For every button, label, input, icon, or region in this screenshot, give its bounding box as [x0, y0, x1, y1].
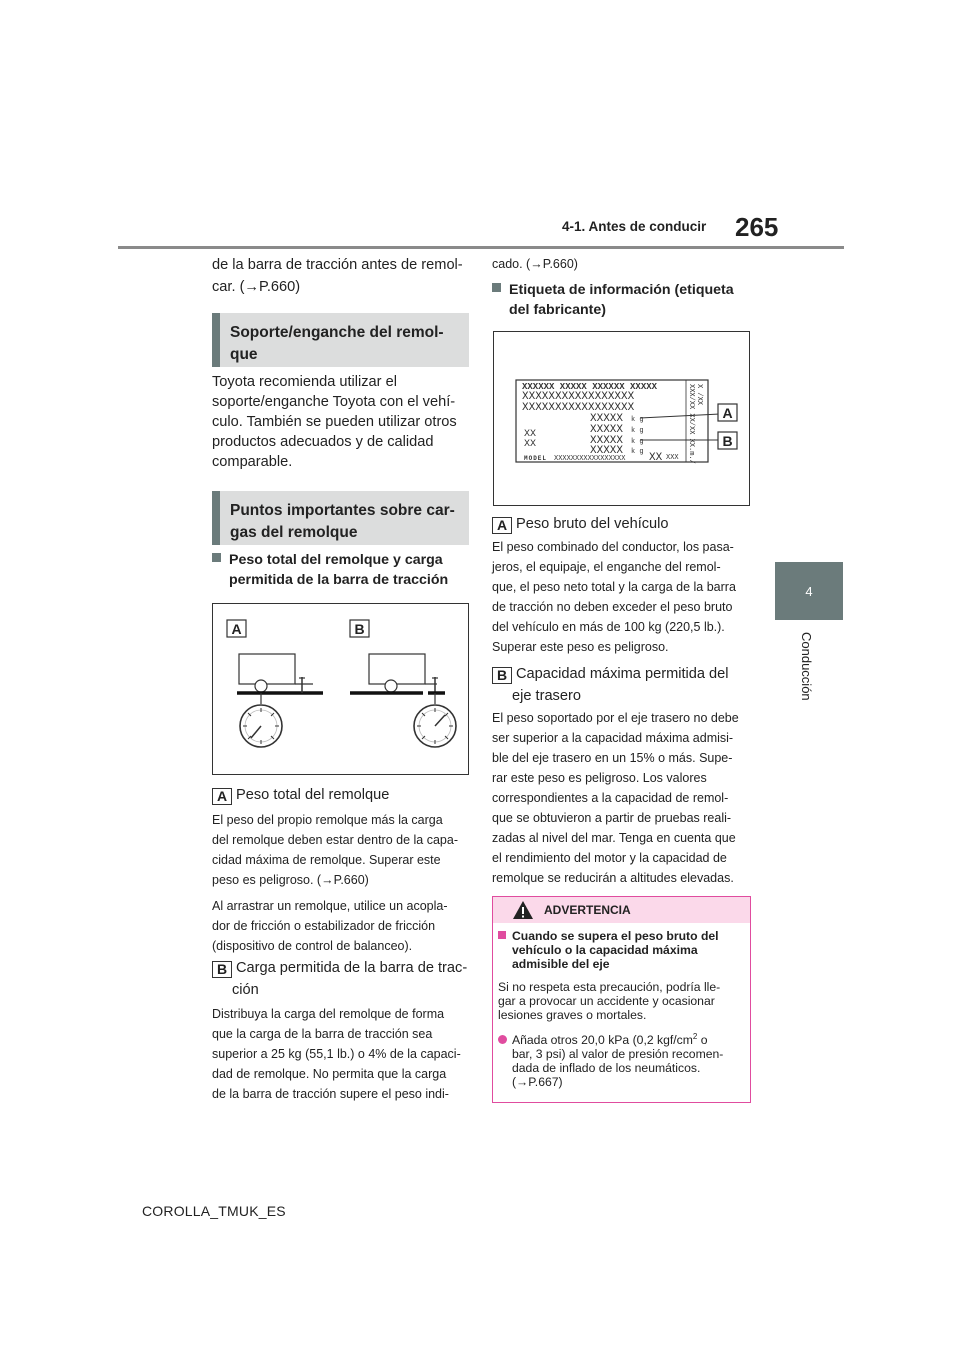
text-line: El peso combinado del conductor, los pasa-	[492, 540, 734, 554]
heading-line: Soporte/enganche del remol-	[230, 324, 444, 341]
subheading-line: del fabricante)	[509, 302, 606, 318]
text-line: rar este peso es peligroso. Los valores	[492, 771, 707, 785]
text-line: remolque se reducirán a altitudes elevadas.	[492, 871, 734, 885]
heading-line: que	[230, 346, 258, 363]
heading-line: gas del remolque	[230, 524, 358, 541]
right-item-a-title	[492, 514, 754, 534]
section-title: 4-1. Antes de conducir	[562, 219, 707, 234]
heading-line: Puntos importantes sobre car-	[230, 502, 455, 519]
label-row: XXXXXXXXXXXXXXXXX	[522, 391, 635, 403]
text-line: de la barra de tracción antes de remol-	[212, 257, 463, 273]
text-line: Distribuya la carga del remolque de forma	[212, 1007, 445, 1021]
right-item-b-body	[492, 708, 754, 888]
label-b-icon: B	[212, 961, 232, 978]
subheading-line: permitida de la barra de tracción	[229, 572, 449, 588]
kg-unit: k g	[631, 427, 644, 435]
document-footer: COROLLA_TMUK_ES	[142, 1203, 286, 1219]
trailer-scales-illustration	[213, 604, 468, 774]
text-line: gar a provocar un accidente y ocasionar	[498, 994, 715, 1008]
text-line: cidad máxima de remolque. Superar este	[212, 853, 441, 867]
item-title-text: Capacidad máxima permitida del	[516, 666, 729, 682]
item-a-body	[212, 810, 474, 956]
warning-bullet	[498, 1030, 746, 1089]
text-line: El peso soportado por el eje trasero no debe	[492, 711, 739, 725]
label-a-icon: A	[212, 788, 232, 805]
manufacturer-label-figure	[493, 331, 750, 506]
tongue-on-scale-b	[350, 654, 456, 747]
text-line: Toyota recomienda utilizar el	[212, 374, 397, 390]
intro-text	[212, 255, 474, 297]
warning-body	[498, 980, 746, 1022]
text-line: o	[697, 1033, 708, 1048]
subheading-info-label	[492, 280, 754, 320]
label-model: MODEL	[524, 455, 548, 462]
text-line: ble del eje trasero en un 15% o más. Supe-	[492, 751, 733, 765]
text-line: superior a 25 kg (55,1 lb.) o 4% de la capaci-	[212, 1047, 461, 1061]
text-line: de la barra de tracción supere el peso indi-	[212, 1087, 449, 1101]
text-line: dada de inflado de los neumáticos.	[512, 1061, 701, 1076]
item-title-text: Carga permitida de la barra de trac-	[236, 960, 468, 976]
item-b-title	[212, 958, 474, 1000]
square-bullet-icon	[492, 283, 501, 292]
page-number: 265	[735, 212, 779, 242]
subheading-line: Etiqueta de información (etiqueta	[509, 282, 734, 298]
trailer-weight-figure	[212, 603, 469, 775]
label-vertical-text: X /XX	[695, 384, 703, 406]
right-intro: cado. (→P.660)	[492, 257, 578, 271]
label-row: XXXXX	[590, 424, 624, 436]
label-vertical-text: XXX/XX XX/XX XX.m./	[687, 384, 695, 464]
text-line: del vehículo en más de 100 kg (220,5 lb.).	[492, 620, 725, 634]
right-item-b-title	[492, 664, 754, 706]
label-row: XXXXX	[590, 413, 624, 425]
text-line: car. (→P.660)	[212, 279, 301, 295]
text-line: Superar este peso es peligroso.	[492, 640, 669, 654]
warning-triangle-icon	[512, 900, 534, 920]
section-heading-loads	[212, 491, 469, 545]
label-xx: XX	[524, 429, 537, 440]
text-line: dor de fricción o estabilizador de fricción	[212, 919, 436, 933]
text-line: peso es peligroso. (→P.660)	[212, 873, 369, 887]
info-label-illustration	[494, 332, 749, 505]
square-bullet-icon	[212, 553, 221, 562]
callout-b: B	[722, 433, 733, 449]
label-row: XXXXXXXXXXXXXXXXX	[522, 402, 635, 414]
kg-unit: k g	[631, 448, 644, 456]
kg-unit: k g	[631, 416, 644, 424]
trailer-on-scale-a	[237, 654, 323, 747]
text-line: Añada otros 20,0 kPa (0,2 kgf/cm	[512, 1033, 693, 1048]
item-title-text: ción	[232, 982, 259, 998]
label-model-xx: XX	[649, 452, 663, 464]
label-model-tail: XXX	[666, 454, 679, 462]
text-line: que se obtuvieron a partir de pruebas reali-	[492, 811, 732, 825]
label-row: XXXXX	[590, 435, 624, 447]
text-line: jeros, el equipaje, el enganche del remol-	[492, 560, 721, 574]
text-line: el rendimiento del motor y la capacidad de	[492, 851, 727, 865]
item-a-title	[212, 785, 474, 805]
item-title-text: Peso bruto del vehículo	[516, 516, 669, 532]
text-line: que la carga de la barra de tracción sea	[212, 1027, 433, 1041]
hitch-paragraph	[212, 372, 474, 472]
label-b-icon: B	[492, 667, 512, 684]
warning-title: ADVERTENCIA	[544, 903, 631, 917]
label-row: XXXXXX XXXXX XXXXXX XXXXX	[522, 382, 658, 392]
text-line: culo. También se pueden utilizar otros	[212, 414, 457, 430]
text-line: ser superior a la capacidad máxima admisi-	[492, 731, 734, 745]
text-line: comparable.	[212, 454, 293, 470]
kg-unit: k g	[631, 438, 644, 446]
warning-subheading-line: admisible del eje	[512, 957, 610, 971]
pink-dot-bullet-icon	[498, 1035, 507, 1044]
text-line: dad de remolque. No permita que la carga	[212, 1067, 447, 1081]
text-line: El peso del propio remolque más la carga	[212, 813, 443, 827]
callout-b: B	[354, 621, 365, 637]
text-line: de tracción no deben exceder el peso bruto	[492, 600, 733, 614]
text-line: del remolque deben estar dentro de la capa-	[212, 833, 458, 847]
warning-subheading-line: vehículo o la capacidad máxima	[512, 943, 698, 957]
text-line: zadas al nivel del mar. Tenga en cuenta que	[492, 831, 736, 845]
item-title-text: Peso total del remolque	[236, 787, 390, 803]
warning-subheading	[498, 929, 746, 971]
item-title-text: eje trasero	[512, 688, 581, 704]
subheading-trailer-weight	[212, 550, 474, 590]
text-line: que, el peso neto total y la carga de la barra	[492, 580, 736, 594]
label-xx: XX	[524, 439, 537, 450]
text-line: (dispositivo de control de balanceo).	[212, 939, 413, 953]
pink-square-bullet-icon	[498, 931, 506, 939]
chapter-tab: 4	[775, 562, 843, 620]
text-line: bar, 3 psi) al valor de presión recomen-	[512, 1047, 724, 1062]
subheading-line: Peso total del remolque y carga	[229, 552, 443, 568]
superscript: 2	[692, 1032, 698, 1041]
header-rule	[118, 246, 844, 249]
text-line: Si no respeta esta precaución, podría lle-	[498, 980, 721, 994]
label-a-icon: A	[492, 517, 512, 534]
label-model-value: XXXXXXXXXXXXXXXXX	[554, 455, 626, 463]
callout-a: A	[231, 621, 242, 637]
chapter-label-text: Conducción	[799, 632, 814, 701]
text-line: (→P.667)	[512, 1075, 563, 1090]
text-line: productos adecuados y de calidad	[212, 434, 434, 450]
text-line: Al arrastrar un remolque, utilice un acopla-	[212, 899, 448, 913]
text-line: soporte/enganche Toyota con el vehí-	[212, 394, 456, 410]
warning-subheading-line: Cuando se supera el peso bruto del	[512, 929, 719, 943]
chapter-label	[798, 632, 818, 704]
item-b-body	[212, 1004, 474, 1104]
callout-a: A	[722, 405, 733, 421]
label-row: XXXXX	[590, 445, 624, 457]
section-heading-hitch	[212, 313, 469, 367]
right-item-a-body	[492, 537, 754, 657]
text-line: correspondientes a la capacidad de remol-	[492, 791, 729, 805]
text-line: lesiones graves o mortales.	[498, 1008, 647, 1022]
